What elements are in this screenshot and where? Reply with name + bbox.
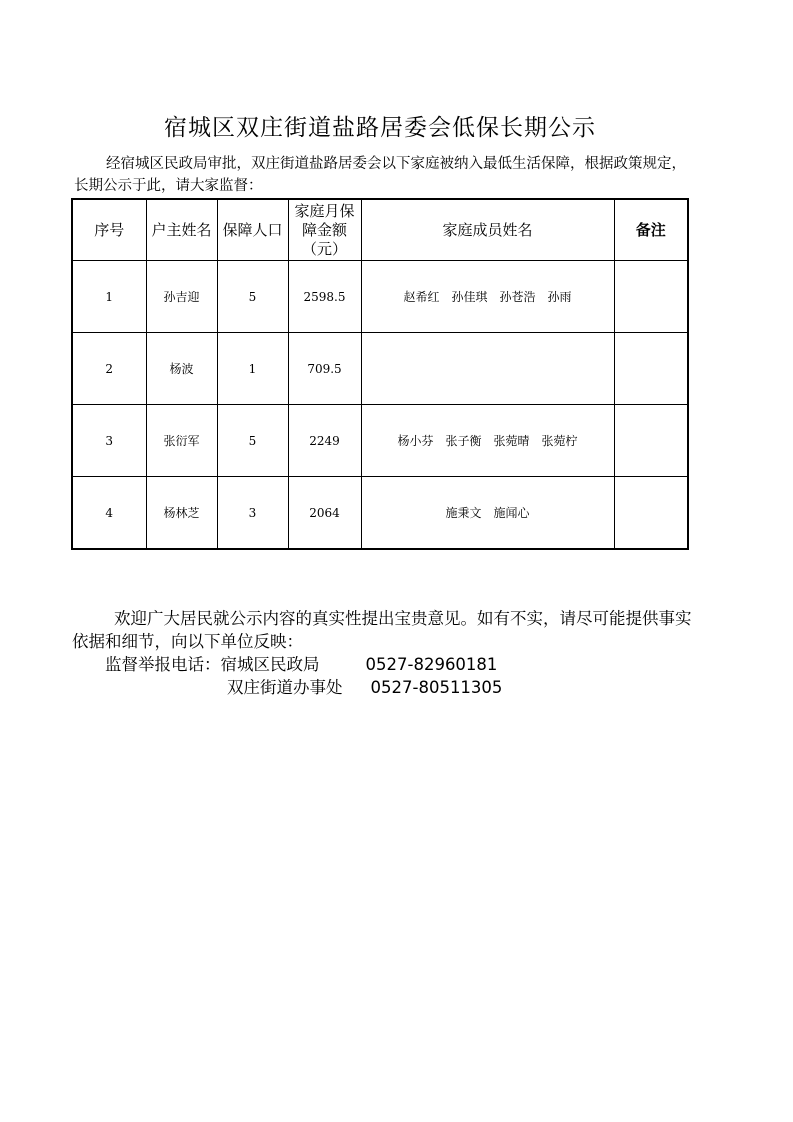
contact1-org: 宿城区民政局 [220,655,320,674]
header-members: 家庭成员姓名 [361,199,614,261]
cell-persons: 5 [217,261,288,333]
feedback-paragraph: 欢迎广大居民就公示内容的真实性提出宝贵意见。如有不实，请尽可能提供事实依据和细节，向以下单位反映： [72,609,692,651]
cell-amount: 709.5 [288,333,361,405]
beneficiary-table [71,198,689,550]
cell-members [361,333,614,405]
cell-persons: 1 [217,333,288,405]
intro-paragraph: 经宿城区民政局审批，双庄街道盐路居委会以下家庭被纳入最低生活保障，根据政策规定，长期公示于此，请大家监督： [74,156,686,194]
member-name: 张菀晴 [493,434,530,448]
table-row [72,261,688,333]
contact-line-2 [72,676,692,699]
header-remarks: 备注 [614,199,688,261]
footer-notice [72,607,692,699]
page-title: 宿城区双庄街道盐路居委会低保长期公示 [164,115,596,141]
contact-line-1 [72,653,692,676]
cell-members [361,405,614,477]
table-row [72,405,688,477]
header-persons: 保障人口 [217,199,288,261]
table-row [72,333,688,405]
cell-remarks [614,405,688,477]
contact2-phone: 0527-80511305 [370,678,503,697]
cell-index: 1 [72,261,146,333]
cell-amount: 2249 [288,405,361,477]
cell-amount: 2064 [288,477,361,550]
header-amount: 家庭月保障金额（元） [288,199,361,261]
cell-amount: 2598.5 [288,261,361,333]
member-name: 杨小芬 [397,434,434,448]
member-name: 赵希红 [403,290,440,304]
cell-householder: 孙吉迎 [146,261,217,333]
header-index: 序号 [72,199,146,261]
hotline-label: 监督举报电话： [105,655,221,674]
cell-remarks [614,477,688,550]
cell-remarks [614,333,688,405]
cell-index: 3 [72,405,146,477]
table-header-row [72,199,688,261]
member-name: 张菀柠 [541,434,578,448]
member-name: 孙苍浩 [499,290,536,304]
member-name: 施秉文 [445,506,482,520]
member-name: 施闻心 [493,506,530,520]
member-name: 孙佳琪 [451,290,488,304]
cell-remarks [614,261,688,333]
member-name: 孙雨 [547,290,572,304]
cell-householder: 杨波 [146,333,217,405]
cell-members [361,477,614,550]
header-householder: 户主姓名 [146,199,217,261]
cell-householder: 杨林芝 [146,477,217,550]
member-name: 张子衡 [445,434,482,448]
cell-householder: 张衍军 [146,405,217,477]
contact1-phone: 0527-82960181 [365,655,498,674]
table-row [72,477,688,550]
cell-persons: 5 [217,405,288,477]
contact2-org: 双庄街道办事处 [227,678,343,697]
cell-persons: 3 [217,477,288,550]
cell-index: 2 [72,333,146,405]
cell-index: 4 [72,477,146,550]
cell-members [361,261,614,333]
